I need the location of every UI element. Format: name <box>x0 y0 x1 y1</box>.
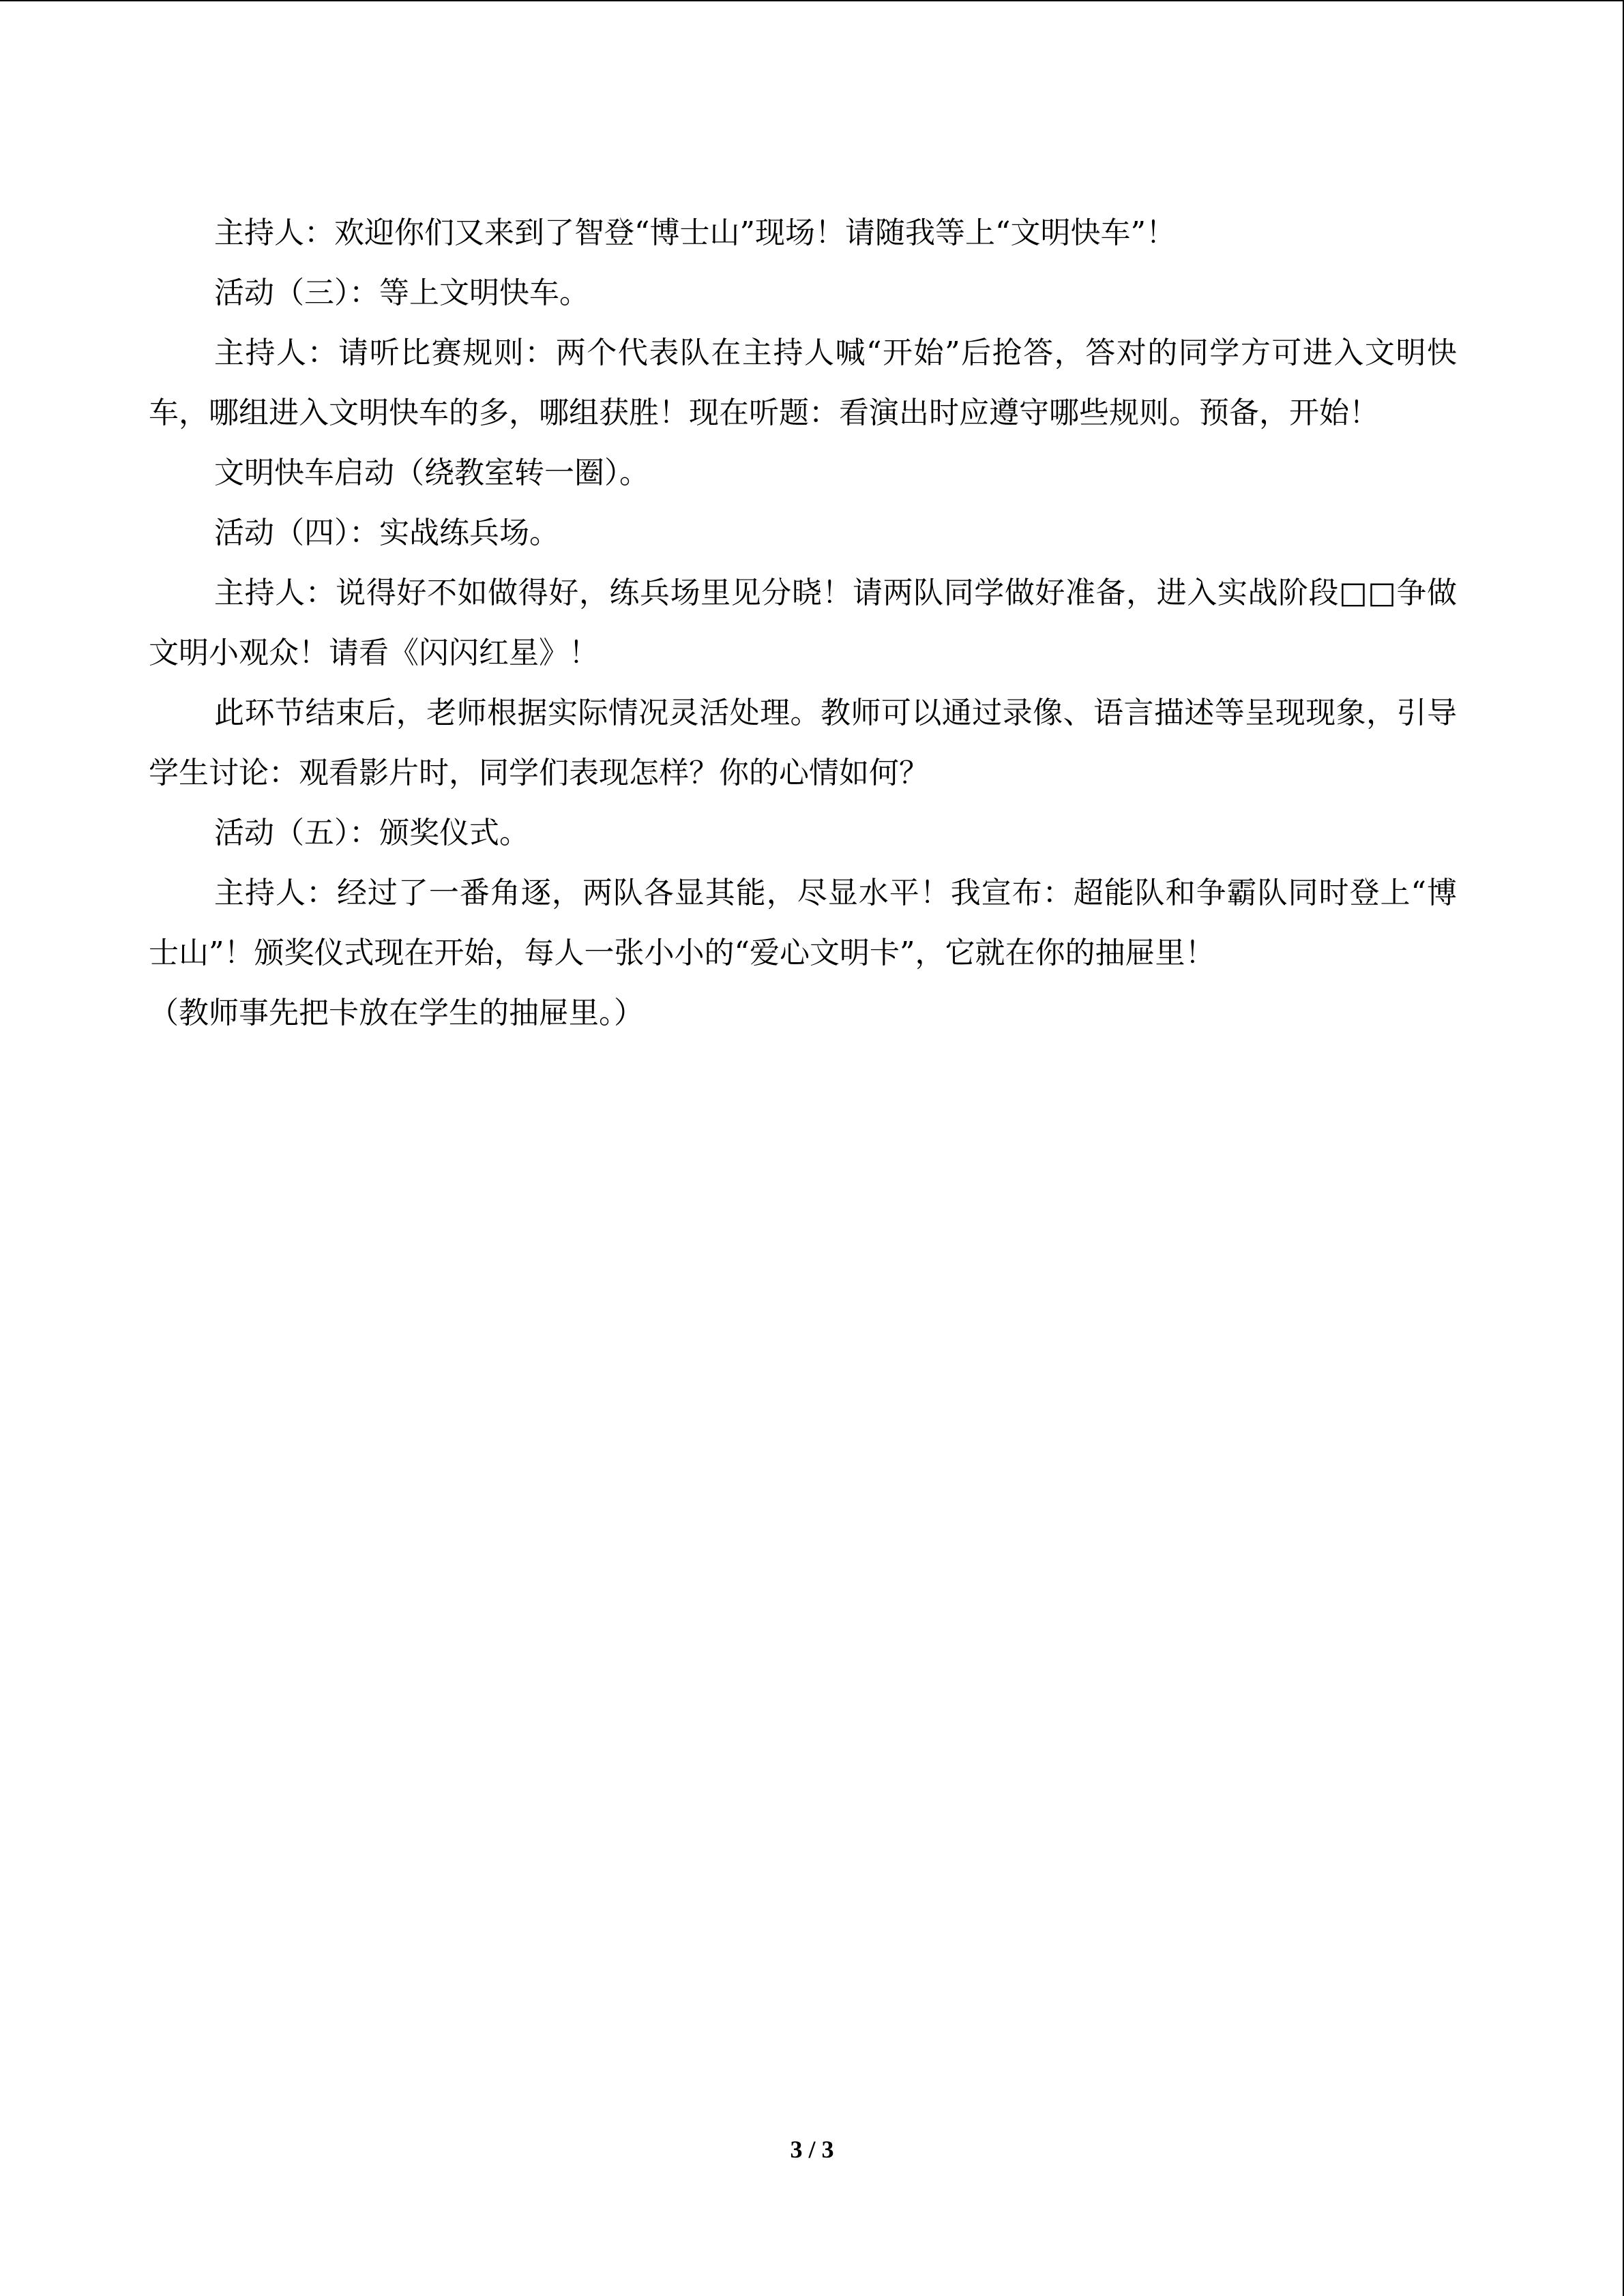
paragraph-teacher-discussion: 此环节结束后，老师根据实际情况灵活处理。教师可以通过录像、语言描述等呈现现象，引导学生讨论：观看影片时，同学们表现怎样？你的心情如何？ <box>149 696 1457 790</box>
page-number: 3 / 3 <box>790 2136 834 2163</box>
paragraph-award-ceremony: 主持人：经过了一番角逐，两队各显其能，尽显水平！我宣布：超能队和争霸队同时登上“博士山”！颁奖仪式现在开始，每人一张小小的“爱心文明卡”，它就在你的抽屉里！ <box>149 876 1457 970</box>
paragraph-contest-rules: 主持人：请听比赛规则：两个代表队在主持人喊“开始”后抢答，答对的同学方可进入文明快车，哪组进入文明快车的多，哪组获胜！现在听题：看演出时应遵守哪些规则。预备，开始！ <box>149 336 1457 430</box>
paragraph-express-start: 文明快车启动（绕教室转一圈）。 <box>214 456 649 490</box>
paragraph-host-welcome: 主持人：欢迎你们又来到了智登“博士山”现场！请随我等上“文明快车”！ <box>214 215 1176 250</box>
paragraph-activity-five: 活动（五）：颁奖仪式。 <box>214 816 529 850</box>
paragraph-teacher-note: （教师事先把卡放在学生的抽屉里。） <box>149 996 644 1030</box>
paragraph-practice-stage: 主持人：说得好不如做得好，练兵场里见分晓！请两队同学做好准备，进入实战阶段□□争做文明小观众！请看《闪闪红星》！ <box>149 576 1457 670</box>
paragraph-activity-four: 活动（四）：实战练兵场。 <box>214 516 559 550</box>
document-body <box>149 203 1457 1043</box>
paragraph-activity-three: 活动（三）：等上文明快车。 <box>214 275 589 310</box>
